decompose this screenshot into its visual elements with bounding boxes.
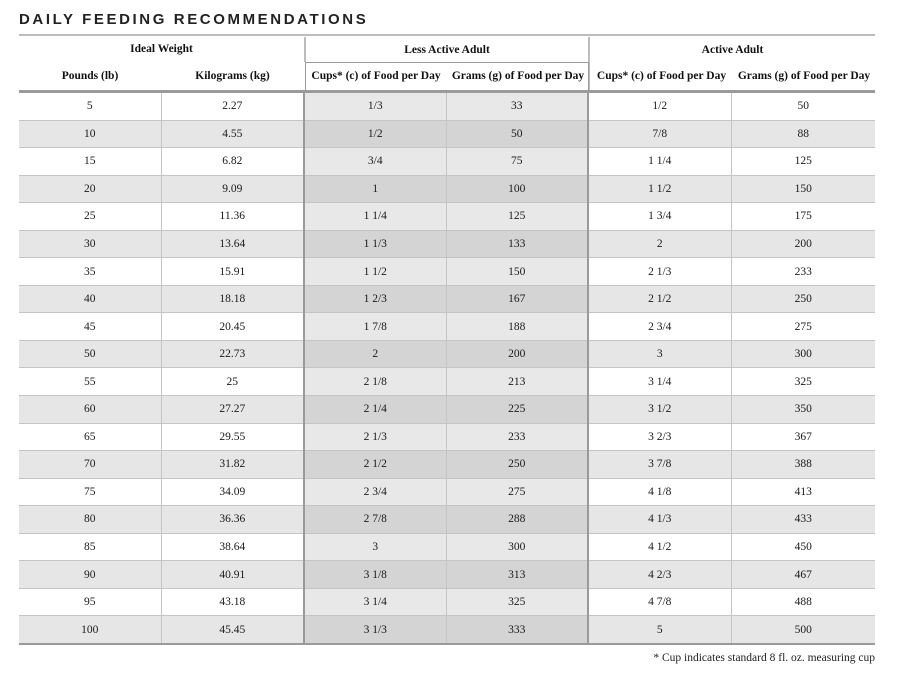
less-active-cups-cell: 3 1/4 (304, 588, 446, 616)
col-header-active-grams: Grams (g) of Food per Day (737, 70, 871, 82)
active-cups-cell: 3 1/4 (588, 368, 731, 396)
active-cups-cell: 3 2/3 (588, 423, 731, 451)
less-active-cups-cell: 3/4 (304, 148, 446, 176)
less-active-grams-cell: 133 (446, 230, 588, 258)
active-cups-cell: 2 (588, 230, 731, 258)
active-grams-cell: 325 (731, 368, 875, 396)
kilograms-cell: 2.27 (161, 92, 304, 121)
less-active-grams-cell: 213 (446, 368, 588, 396)
pounds-cell: 10 (19, 120, 161, 148)
table-row (19, 396, 875, 424)
active-cups-cell: 3 1/2 (588, 396, 731, 424)
kilograms-cell: 31.82 (161, 451, 304, 479)
pounds-cell: 90 (19, 561, 161, 589)
active-cups-cell: 4 7/8 (588, 588, 731, 616)
pounds-cell: 30 (19, 230, 161, 258)
kilograms-cell: 27.27 (161, 396, 304, 424)
table-row (19, 258, 875, 286)
pounds-cell: 20 (19, 175, 161, 203)
active-cups-cell: 5 (588, 616, 731, 644)
col-header-less-grams: Grams (g) of Food per Day (451, 70, 585, 82)
active-grams-cell: 125 (731, 148, 875, 176)
kilograms-cell: 43.18 (161, 588, 304, 616)
active-grams-cell: 350 (731, 396, 875, 424)
table-row (19, 451, 875, 479)
less-active-grams-cell: 150 (446, 258, 588, 286)
pounds-cell: 100 (19, 616, 161, 644)
table-row (19, 423, 875, 451)
active-cups-cell: 1 3/4 (588, 203, 731, 231)
pounds-cell: 15 (19, 148, 161, 176)
less-active-grams-cell: 200 (446, 340, 588, 368)
pounds-cell: 65 (19, 423, 161, 451)
table-row (19, 588, 875, 616)
table-row (19, 148, 875, 176)
pounds-cell: 95 (19, 588, 161, 616)
pounds-cell: 60 (19, 396, 161, 424)
active-cups-cell: 3 7/8 (588, 451, 731, 479)
pounds-cell: 25 (19, 203, 161, 231)
title-divider (19, 34, 875, 36)
pounds-cell: 5 (19, 92, 161, 121)
active-cups-cell: 3 (588, 340, 731, 368)
less-active-cups-cell: 1 1/3 (304, 230, 446, 258)
less-active-grams-cell: 33 (446, 92, 588, 121)
table-row (19, 533, 875, 561)
active-cups-cell: 2 3/4 (588, 313, 731, 341)
table-row (19, 313, 875, 341)
active-cups-cell: 2 1/2 (588, 285, 731, 313)
pounds-cell: 70 (19, 451, 161, 479)
kilograms-cell: 45.45 (161, 616, 304, 644)
active-grams-cell: 250 (731, 285, 875, 313)
table-row (19, 368, 875, 396)
less-active-cups-cell: 1 7/8 (304, 313, 446, 341)
table-row (19, 478, 875, 506)
less-active-cups-cell: 2 (304, 340, 446, 368)
table-row (19, 561, 875, 589)
table-row (19, 285, 875, 313)
pounds-cell: 40 (19, 285, 161, 313)
page-title: DAILY FEEDING RECOMMENDATIONS (19, 11, 369, 28)
kilograms-cell: 18.18 (161, 285, 304, 313)
kilograms-cell: 25 (161, 368, 304, 396)
footnote: * Cup indicates standard 8 fl. oz. measuring cup (653, 652, 875, 664)
less-active-grams-cell: 325 (446, 588, 588, 616)
less-active-cups-cell: 2 1/2 (304, 451, 446, 479)
active-grams-cell: 233 (731, 258, 875, 286)
active-cups-cell: 4 1/2 (588, 533, 731, 561)
less-active-grams-cell: 75 (446, 148, 588, 176)
less-active-grams-cell: 300 (446, 533, 588, 561)
active-grams-cell: 275 (731, 313, 875, 341)
feeding-table (19, 90, 875, 645)
pounds-cell: 75 (19, 478, 161, 506)
less-active-cups-cell: 2 7/8 (304, 506, 446, 534)
col-header-kilograms: Kilograms (kg) (195, 70, 270, 82)
active-cups-cell: 2 1/3 (588, 258, 731, 286)
active-cups-cell: 1/2 (588, 92, 731, 121)
less-active-cups-cell: 2 1/4 (304, 396, 446, 424)
table-row (19, 506, 875, 534)
less-active-cups-cell: 3 (304, 533, 446, 561)
less-active-cups-cell: 1 1/2 (304, 258, 446, 286)
active-cups-cell: 1 1/2 (588, 175, 731, 203)
active-cups-cell: 1 1/4 (588, 148, 731, 176)
group-header-ideal-weight: Ideal Weight (130, 43, 193, 55)
pounds-cell: 45 (19, 313, 161, 341)
active-cups-cell: 4 1/8 (588, 478, 731, 506)
col-header-pounds: Pounds (lb) (61, 70, 119, 82)
kilograms-cell: 34.09 (161, 478, 304, 506)
feeding-table-body (19, 92, 875, 644)
less-active-grams-cell: 125 (446, 203, 588, 231)
pounds-cell: 85 (19, 533, 161, 561)
group-header-active: Active Adult (701, 44, 764, 56)
kilograms-cell: 22.73 (161, 340, 304, 368)
less-active-grams-cell: 167 (446, 285, 588, 313)
less-active-grams-cell: 100 (446, 175, 588, 203)
active-grams-cell: 413 (731, 478, 875, 506)
less-active-cups-cell: 1 (304, 175, 446, 203)
active-grams-cell: 175 (731, 203, 875, 231)
pounds-cell: 80 (19, 506, 161, 534)
table-row (19, 340, 875, 368)
active-grams-cell: 88 (731, 120, 875, 148)
table-row (19, 175, 875, 203)
table-row (19, 92, 875, 121)
active-grams-cell: 50 (731, 92, 875, 121)
pounds-cell: 35 (19, 258, 161, 286)
less-active-grams-cell: 275 (446, 478, 588, 506)
less-active-cups-cell: 2 3/4 (304, 478, 446, 506)
less-active-cups-cell: 2 1/3 (304, 423, 446, 451)
active-grams-cell: 150 (731, 175, 875, 203)
table-row (19, 203, 875, 231)
less-active-grams-cell: 233 (446, 423, 588, 451)
less-active-cups-cell: 1/3 (304, 92, 446, 121)
kilograms-cell: 13.64 (161, 230, 304, 258)
col-header-less-cups: Cups* (c) of Food per Day (311, 70, 441, 82)
less-active-grams-cell: 333 (446, 616, 588, 644)
table-row (19, 120, 875, 148)
less-active-grams-cell: 188 (446, 313, 588, 341)
table-row (19, 230, 875, 258)
table-row (19, 616, 875, 644)
active-grams-cell: 388 (731, 451, 875, 479)
kilograms-cell: 15.91 (161, 258, 304, 286)
active-grams-cell: 488 (731, 588, 875, 616)
kilograms-cell: 6.82 (161, 148, 304, 176)
active-grams-cell: 433 (731, 506, 875, 534)
kilograms-cell: 38.64 (161, 533, 304, 561)
less-active-cups-cell: 3 1/8 (304, 561, 446, 589)
active-grams-cell: 200 (731, 230, 875, 258)
kilograms-cell: 4.55 (161, 120, 304, 148)
kilograms-cell: 40.91 (161, 561, 304, 589)
less-active-cups-cell: 2 1/8 (304, 368, 446, 396)
active-grams-cell: 467 (731, 561, 875, 589)
pounds-cell: 50 (19, 340, 161, 368)
kilograms-cell: 20.45 (161, 313, 304, 341)
less-active-cups-cell: 3 1/3 (304, 616, 446, 644)
kilograms-cell: 11.36 (161, 203, 304, 231)
active-cups-cell: 4 1/3 (588, 506, 731, 534)
less-active-cups-cell: 1/2 (304, 120, 446, 148)
active-grams-cell: 500 (731, 616, 875, 644)
active-grams-cell: 367 (731, 423, 875, 451)
less-active-grams-cell: 50 (446, 120, 588, 148)
less-active-grams-cell: 225 (446, 396, 588, 424)
col-header-active-cups: Cups* (c) of Food per Day (596, 70, 727, 82)
less-active-cups-cell: 1 1/4 (304, 203, 446, 231)
less-active-grams-cell: 288 (446, 506, 588, 534)
active-grams-cell: 450 (731, 533, 875, 561)
active-cups-cell: 7/8 (588, 120, 731, 148)
kilograms-cell: 36.36 (161, 506, 304, 534)
kilograms-cell: 9.09 (161, 175, 304, 203)
less-active-grams-cell: 250 (446, 451, 588, 479)
active-grams-cell: 300 (731, 340, 875, 368)
less-active-grams-cell: 313 (446, 561, 588, 589)
kilograms-cell: 29.55 (161, 423, 304, 451)
active-cups-cell: 4 2/3 (588, 561, 731, 589)
less-active-cups-cell: 1 2/3 (304, 285, 446, 313)
group-header-less-active: Less Active Adult (404, 44, 490, 56)
pounds-cell: 55 (19, 368, 161, 396)
